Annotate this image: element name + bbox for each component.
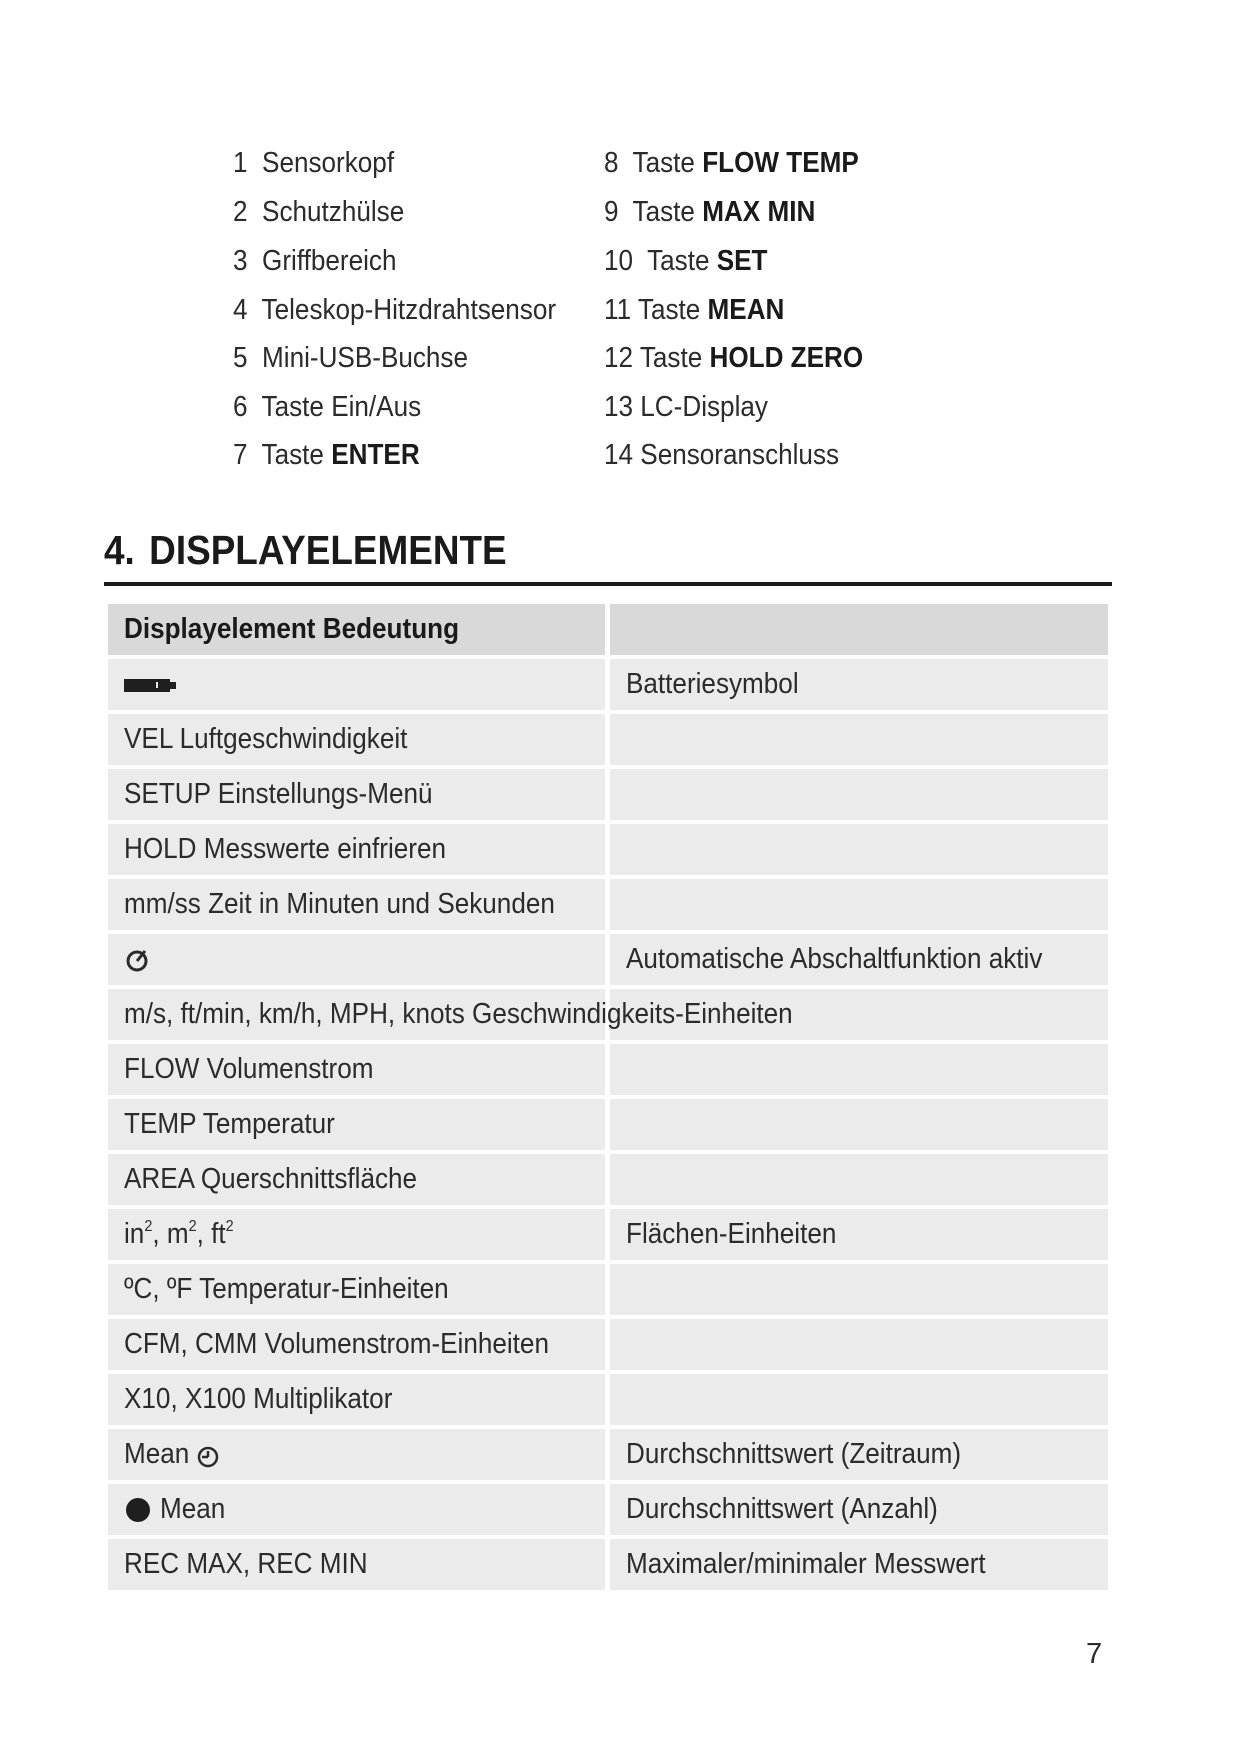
table-row: CFM, CMM Volumenstrom-Einheiten: [108, 1319, 1108, 1370]
parts-list-item: 12 Taste HOLD ZERO: [604, 342, 864, 374]
parts-list-item: 11 Taste MEAN: [604, 294, 785, 326]
parts-list-item: 10 Taste SET: [604, 245, 768, 277]
table-row: Mean Durchschnittswert (Anzahl): [108, 1484, 1108, 1535]
parts-list-item: 6 Taste Ein/Aus: [233, 391, 422, 423]
table-row: REC MAX, REC MIN Maximaler/minimaler Messwert: [108, 1539, 1108, 1590]
table-row: X10, X100 Multiplikator: [108, 1374, 1108, 1425]
parts-list-item: 2 Schutzhülse: [233, 196, 405, 228]
table-header-row: [108, 604, 1108, 655]
table-row: Batteriesymbol: [108, 659, 1108, 710]
battery-icon: [124, 676, 178, 694]
parts-list-item: 7 Taste ENTER: [233, 439, 420, 471]
parts-list-item: 8 Taste FLOW TEMP: [604, 147, 859, 179]
auto-off-timer-icon: [124, 946, 152, 974]
table-row: SETUP Einstellungs-Menü: [108, 769, 1108, 820]
display-elements-table: [108, 604, 1108, 1594]
clock-icon: [195, 1444, 221, 1470]
parts-list-item: 9 Taste MAX MIN: [604, 196, 816, 228]
parts-list-item: 3 Griffbereich: [233, 245, 397, 277]
table-row: VEL Luftgeschwindigkeit: [108, 714, 1108, 765]
parts-list-item: 5 Mini-USB-Buchse: [233, 342, 468, 374]
table-header-label: Displayelement Bedeutung: [124, 613, 460, 645]
parts-list-item: 14 Sensoranschluss: [604, 439, 840, 471]
area-units-label: $in^2$, $m^2$, $ft^2$: [124, 1218, 234, 1250]
parts-list-item: 4 Teleskop-Hitzdrahtsensor: [233, 294, 557, 326]
table-row: Automatische Abschaltfunktion aktiv: [108, 934, 1108, 985]
filled-circle-icon: [124, 1496, 152, 1524]
table-row: mm/ss Zeit in Minuten und Sekunden: [108, 879, 1108, 930]
table-row: HOLD Messwerte einfrieren: [108, 824, 1108, 875]
heading-divider: [104, 582, 1112, 586]
table-row: Mean Durchschnittswert (Zeitraum): [108, 1429, 1108, 1480]
table-row: TEMP Temperatur: [108, 1099, 1108, 1150]
table-row: FLOW Volumenstrom: [108, 1044, 1108, 1095]
parts-list-item: 13 LC-Display: [604, 391, 768, 423]
section-heading: 4. DISPLAYELEMENTE: [104, 527, 507, 573]
table-row: m/s, ft/min, km/h, MPH, knots Geschwindigkeits-Einheiten: [108, 989, 1108, 1040]
parts-list-item: 1 Sensorkopf: [233, 147, 395, 179]
page-number: 7: [1086, 1638, 1103, 1670]
table-row: $in^2$, $m^2$, $ft^2$ Flächen-Einheiten: [108, 1209, 1108, 1260]
table-row: AREA Querschnittsfläche: [108, 1154, 1108, 1205]
table-row: ºC, ºF Temperatur-Einheiten: [108, 1264, 1108, 1315]
